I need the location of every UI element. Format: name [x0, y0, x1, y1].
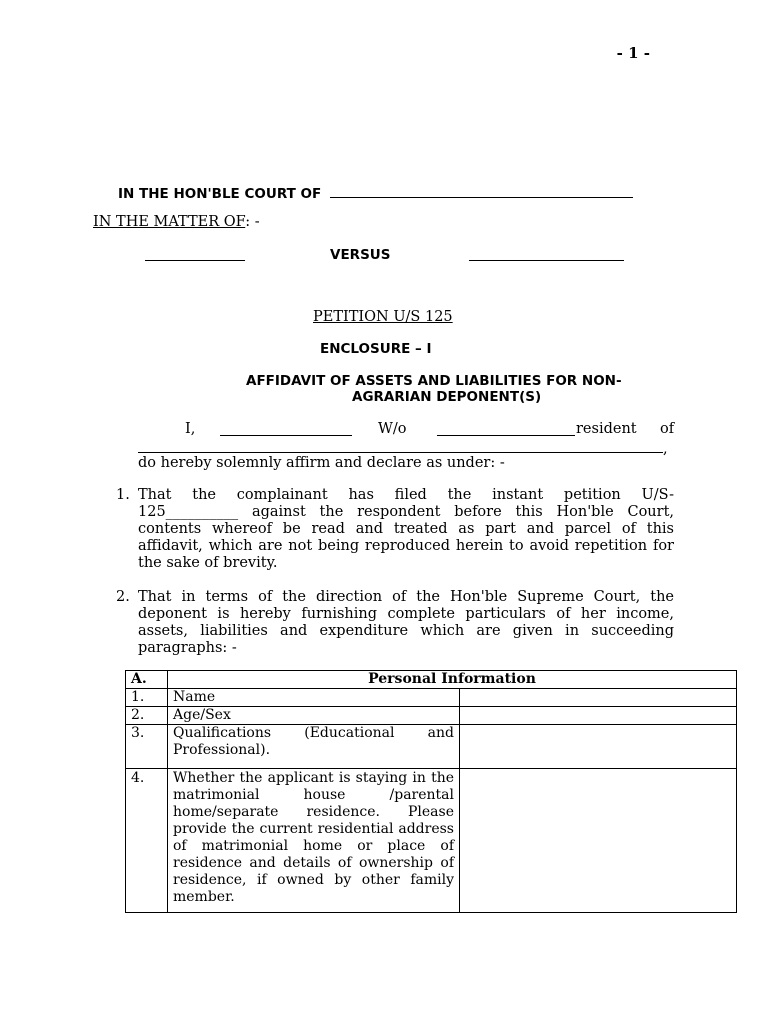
enclosure-title: ENCLOSURE – I [320, 341, 432, 357]
petitioner-blank [145, 246, 245, 261]
matter-suffix: : - [245, 214, 260, 230]
declaration-i: I, [185, 421, 196, 437]
row-question: Age/Sex [168, 707, 460, 725]
table-row [126, 725, 737, 769]
husband-name-blank [437, 421, 575, 436]
row-answer[interactable] [460, 725, 737, 769]
paragraph-2-number: 2. [116, 589, 130, 605]
table-row [126, 769, 737, 913]
address-comma: , [663, 441, 668, 457]
paragraph-2-line: That in terms of the direction of the Hon'ble Supreme Court, the [138, 589, 674, 605]
petitioner-blank-wrap [145, 246, 245, 265]
page-number: - 1 - [616, 44, 650, 62]
paragraph-2-line: deponent is hereby furnishing complete particulars of her income, [138, 606, 674, 622]
deponent-name-blank [220, 421, 352, 436]
declaration-wo: W/o [378, 421, 407, 437]
paragraph-1-line: That the complainant has filed the instant petition U/S- [138, 487, 674, 503]
paragraph-1 [138, 487, 674, 572]
affidavit-title-line2: AGRARIAN DEPONENT(S) [352, 389, 542, 405]
row-answer[interactable] [460, 769, 737, 913]
row-number: 2. [126, 707, 168, 725]
paragraph-2-line: assets, liabilities and expenditure which are given in succeeding [138, 623, 674, 639]
personal-information-table [125, 670, 737, 913]
section-label: A. [126, 671, 168, 689]
paragraph-1-line: the sake of brevity. [138, 555, 278, 571]
respondent-blank [469, 246, 624, 261]
row-question: Qualifications (Educational and Professional). [168, 725, 460, 769]
paragraph-1-number: 1. [116, 487, 130, 503]
declaration-of: of [660, 421, 675, 437]
table-row [126, 689, 737, 707]
row-question: Name [168, 689, 460, 707]
declaration-affirm: do hereby solemnly affirm and declare as under: - [138, 455, 505, 471]
row-number: 3. [126, 725, 168, 769]
versus-label: VERSUS [330, 247, 391, 263]
affidavit-title-line1: AFFIDAVIT OF ASSETS AND LIABILITIES FOR NON- [246, 373, 622, 389]
court-heading-text: IN THE HON'BLE COURT OF [118, 186, 322, 202]
table-row [126, 707, 737, 725]
row-number: 4. [126, 769, 168, 913]
row-number: 1. [126, 689, 168, 707]
paragraph-1-line: 125__________ against the respondent before this Hon'ble Court, [138, 504, 674, 520]
court-name-blank [330, 183, 633, 198]
table-header-row [126, 671, 737, 689]
paragraph-2-line: paragraphs: - [138, 640, 237, 656]
matter-label: IN THE MATTER OF [93, 214, 246, 230]
matter-line [93, 214, 260, 230]
petition-title: PETITION U/S 125 [313, 309, 453, 325]
paragraph-2 [138, 589, 674, 657]
address-blank [138, 438, 663, 453]
row-answer[interactable] [460, 707, 737, 725]
declaration-resident: resident [576, 421, 637, 437]
row-question: Whether the applicant is staying in the matrimonial house /parental home/separate residence. Please provide the current residential address of matrimonial home or place of residence and details of ownership of residence, if owned by other family member. [168, 769, 460, 913]
paragraph-1-line: affidavit, which are not being reproduced herein to avoid repetition for [138, 538, 674, 554]
respondent-blank-wrap [469, 246, 624, 265]
paragraph-1-line: contents whereof be read and treated as part and parcel of this [138, 521, 674, 537]
table-title: Personal Information [168, 671, 737, 689]
court-heading [118, 183, 633, 202]
row-answer[interactable] [460, 689, 737, 707]
